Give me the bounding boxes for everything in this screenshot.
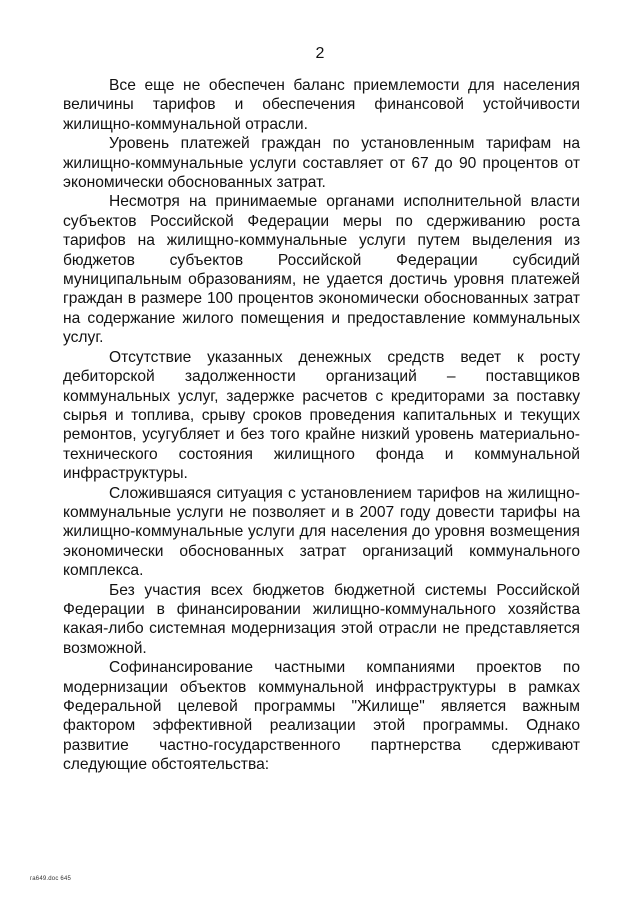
paragraph: Софинансирование частными компаниями проектов по модернизации объектов коммунальной инфраструктуры в рамках Федеральной целевой программы "Жилище" является важным фактором эффективной реализации этой программы. Однако развитие частно-государственного партнерства сдерживают следующие обстоятельства:: [63, 659, 580, 774]
paragraph: Сложившаяся ситуация с установлением тарифов на жилищно-коммунальные услуги не позволяет и в 2007 году довести тарифы на жилищно-коммунальные услуги для населения до уровня возмещения экономически обоснованных затрат организаций коммунального комплекса.: [63, 484, 580, 580]
document-body: [63, 76, 580, 775]
page-number: 2: [315, 45, 325, 62]
paragraph: Уровень платежей граждан по установленным тарифам на жилищно-коммунальные услуги составляет от 67 до 90 процентов от экономически обоснованных затрат.: [63, 135, 580, 192]
paragraph: Несмотря на принимаемые органами исполнительной власти субъектов Российской Федерации меры по сдерживанию роста тарифов на жилищно-коммунальные услуги путем выделения из бюджетов субъектов Российской Федерации субсидий муниципальным образованиям, не удается достичь уровня платежей граждан в размере 100 процентов экономически обоснованных затрат на содержание жилого помещения и предоставление коммунальных услуг.: [63, 193, 580, 347]
paragraph: Отсутствие указанных денежных средств ведет к росту дебиторской задолженности организаций – поставщиков коммунальных услуг, задержке расчетов с кредиторами за поставку сырья и топлива, срыву сроков проведения капитальных и текущих ремонтов, усугубляет и без того крайне низкий уровень материально-технического состояния жилищного фонда и коммунальной инфраструктуры.: [63, 348, 580, 483]
paragraph: Все еще не обеспечен баланс приемлемости для населения величины тарифов и обеспечения финансовой устойчивости жилищно-коммунальной отрасли.: [63, 77, 580, 133]
paragraph: Без участия всех бюджетов бюджетной системы Российской Федерации в финансировании жилищно-коммунального хозяйства какая-либо системная модернизация этой отрасли не представляется возможной.: [63, 581, 580, 657]
file-reference-footer: га649.doc 645: [30, 876, 72, 882]
